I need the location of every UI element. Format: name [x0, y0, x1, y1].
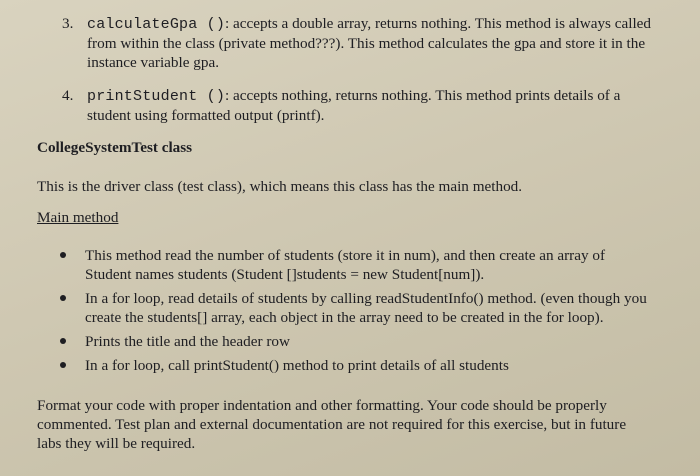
bullet-dot-icon: [60, 338, 66, 344]
bullet-dot-icon: [60, 295, 66, 301]
format-line: commented. Test plan and external documentation are not required for this exercise, but in future: [37, 416, 627, 433]
main-method-bullets: [60, 246, 690, 380]
bullet-line: In a for loop, call printStudent() method to print details of all students: [85, 357, 509, 374]
bullet-line: create the students[] array, each object in the array need to be created in the for loop).: [85, 309, 604, 326]
bullet-dot-icon: [60, 362, 66, 368]
method-item-printstudent: [62, 86, 692, 125]
item-line-2: from within the class (private method???). This method calculates the gpa and store it in the: [87, 35, 646, 52]
bullet-dot-icon: [60, 252, 66, 258]
formatting-instructions: [37, 396, 677, 453]
bullet-item: [60, 289, 690, 327]
format-line: Format your code with proper indentation and other formatting. Your code should be properly: [37, 397, 607, 414]
bullet-line: Student names students (Student []students = new Student[num]).: [85, 266, 485, 283]
item-number: 4.: [62, 87, 74, 104]
format-line: labs they will be required.: [37, 435, 196, 452]
item-number: 3.: [62, 15, 74, 32]
bullet-item: [60, 356, 690, 375]
item-line-1: [87, 86, 692, 106]
bullet-item: [60, 332, 690, 351]
item-line-3: instance variable gpa.: [87, 54, 219, 71]
driver-description: This is the driver class (test class), which means this class has the main method.: [37, 178, 523, 195]
bullet-item: [60, 246, 690, 284]
class-heading: CollegeSystemTest class: [37, 139, 193, 156]
method-item-calculategpa: [62, 14, 692, 72]
bullet-line: This method read the number of students (store it in num), and then create an array of: [85, 247, 606, 264]
item-line-2: student using formatted output (printf).: [87, 107, 325, 124]
item-text: : accepts nothing, returns nothing. This method prints details of a: [225, 87, 621, 104]
item-line-1: [87, 14, 692, 34]
method-name-code: calculateGpa (): [87, 16, 226, 33]
bullet-line: In a for loop, read details of students by calling readStudentInfo() method. (even though you: [85, 290, 647, 307]
method-name-code: printStudent (): [87, 88, 226, 105]
bullet-line: Prints the title and the header row: [85, 333, 290, 350]
item-text: : accepts a double array, returns nothing. This method is always called: [225, 15, 651, 32]
main-method-heading: Main method: [37, 209, 119, 226]
